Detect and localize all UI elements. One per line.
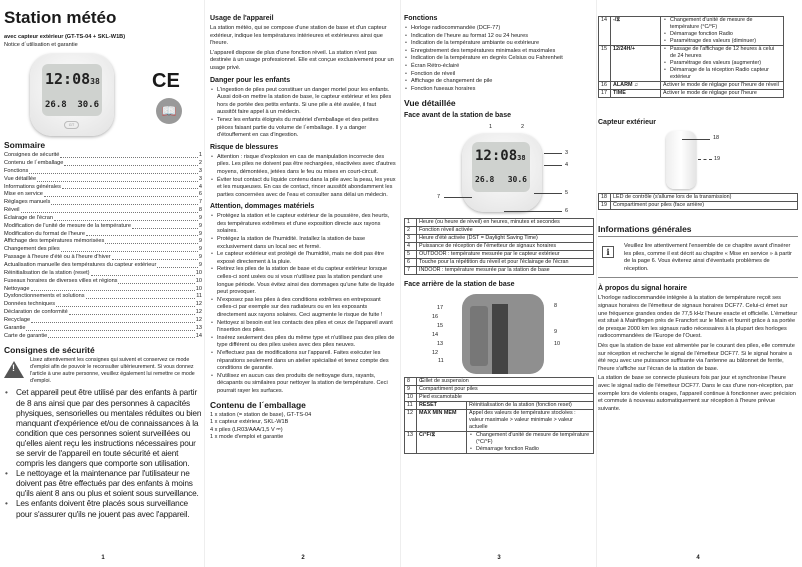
sensor-title: Capteur extérieur [598,119,656,126]
key-label: C/°F/⧖ [417,432,467,454]
toc-leader [86,293,196,299]
callout: 19 [714,156,721,162]
item-description: LED de contrôle (s'allume lors de la transmission) [611,194,798,202]
callout: 8 [554,303,558,310]
toc-page: 11 [196,293,202,300]
signal-paragraph: La station de base se connecte plusieurs fois par jour et synchronise l'heure avec le signal radio de l'émetteur DCF77. Dans le cas d'une non-réception, par exemple lors de violents orages, l'appareil continue à fonctionner avec précision et commute à nouveau automatiquement sur réception à l'heure prévue suivante. [598,375,796,412]
info-icon: i [602,246,614,258]
item-number: 5 [405,251,417,259]
contents-item: 1 x capteur extérieur, SKL-W1B [210,419,289,426]
key-bullets [663,46,781,81]
toc-page: 8 [198,207,202,214]
toc-page: 4 [198,183,202,190]
usage-paragraph: La station météo, qui se compose d'une station de base et d'un capteur extérieur, indique les températures intérieures et extérieures ainsi que l'heure. [210,25,387,47]
item-number: 18 [599,194,611,202]
key-description: Activer le mode de réglage pour l'heure [661,90,784,98]
toc-page: 3 [198,167,202,174]
list-item: • Le capteur extérieur est protégé de l'humidité, mais ne doit pas être exposé directement à la pluie. [210,251,396,266]
back-view-figure [404,291,594,377]
item-number: 14 [599,17,611,46]
list-item: • Horloge radiocommandée (DCF-77) [404,25,594,33]
toc-leader [157,262,198,268]
item-number: 19 [599,202,611,210]
item-number: 6 [405,259,417,267]
table-of-contents [4,152,202,340]
toc-entry [4,317,202,325]
signal-paragraph: Dès que la station de base est alimentée par le courant des piles, elle commute sur réception et recherche le signal de l'émetteur DCF77. Si le signal horaire a été reçu avec une puissance suffisante via l'antenne au bâtonnet de ferrite, l'heure s'affiche sur l'écran de la station de base. [598,342,795,372]
toc-leader [37,176,198,182]
page-number: 4 [696,555,700,561]
table-row [405,432,594,454]
back-legend-table [404,377,594,454]
toc-entry [4,199,202,207]
callout: 14 [432,332,439,339]
toc-label: Informations générales [4,183,61,190]
list-item: • N'utilisez en aucun cas des produits de nettoyage durs, rayants, décapants ou similaires pour nettoyer la station de température. Ceci pourrait rayer les surfaces. [210,373,396,396]
lcd-seconds: 38 [90,77,100,87]
list-item: • N'effectuez pas de modifications sur l'appareil. Faites exécuter les réparations seulement dans un atelier spécialisé et tenez compte des conditions de garantie. [210,350,396,373]
item-description: Compartiment pour piles (face arrière) [611,202,798,210]
callout: 13 [437,341,444,348]
toc-label: Affichage des températures mémorisées [4,238,105,245]
callout: 18 [713,135,720,141]
signal-paragraph: L'horloge radiocommandée intégrée à la station de température reçoit ses signaux horaires de l'émetteur de signaux horaires DCF77. Celui-ci émet sur une fréquence grandes ondes de 77,5 kHz l'heure exacte et officielle. L'émetteur est situé à Mainflingen près de Francfort sur le Main et fournit grâce à sa portée de presque 2000 km les signaux radio nécessaires à la plupart des horloges radiocommandées de l'Europe de l'Ouest. [598,295,798,340]
lcd-outdoor: 30.6 [77,100,99,111]
warning-text: Lisez attentivement les consignes qui suivent et conservez ce mode d'emploi afin de pouvoir le reconsulter ultérieurement. Si vous donnez l'article à une autre personne, veuillez également lui remettre ce mode d'emploi. [30,357,195,385]
item-number: 4 [405,243,417,251]
toc-entry [4,231,202,239]
toc-label: Dysfonctionnements et solutions [4,293,85,300]
toc-page: 9 [198,254,202,261]
front-view-figure [404,122,594,218]
toc-page: 12 [195,309,202,316]
list-item: • Tenez les enfants éloignés du matériel d'emballage et des petites pièces faisant partie du volume de l´emballage. Il y a danger d'étouffement en cas d'ingestion. [210,117,396,140]
toc-page: 6 [198,191,202,198]
page-3 [404,0,594,567]
item-description: OUTDOOR : température mesurée par le capteur extérieur [417,251,594,259]
page-divider [596,0,597,567]
lcd-seconds: 38 [517,154,526,163]
children-title: Danger pour les enfants [210,76,291,84]
toc-entry [4,254,202,262]
key-description [467,432,594,454]
page-number: 3 [497,555,501,561]
toc-entry [4,301,202,309]
lcd-time: 12:08 [45,70,91,89]
lcd-outdoor: 30.6 [507,175,527,185]
table-row [599,90,784,98]
toc-page: 13 [195,324,202,331]
toc-page: 10 [195,269,202,276]
toc-entry [4,207,202,215]
toc-leader [69,309,195,315]
list-item: • Fonction fuseaux horaires [404,86,594,94]
item-description: Compartiment pour piles [417,386,594,394]
damage-list [210,213,396,395]
toc-entry [4,309,202,317]
callout: 4 [565,162,569,169]
toc-label: Fuseaux horaires de diverses villes et régions [4,277,118,284]
table-row [405,235,594,243]
toc-entry [4,184,202,192]
toc-leader [60,152,198,158]
table-row [405,378,594,386]
table-row [405,219,594,227]
list-item: • Retirez les piles de la station de base et du capteur extérieur lorsque celles-ci sont usées ou si vous n'utilisez pas la station pendant une longue période. Vous évitez ainsi des dommages qu'une fuite de liquide peut provoquer. [210,266,396,296]
toc-page: 1 [198,152,202,159]
item-number: 13 [405,432,417,454]
damage-title: Attention, dommages matériels [210,203,315,211]
item-description: Fonction réveil activée [417,227,594,235]
item-description: Heure (ou heure de réveil) en heures, minutes et secondes [417,219,594,227]
toc-label: Nettoyage [4,285,30,292]
front-legend-table [404,218,594,275]
toc-leader [56,301,195,307]
toc-page: 10 [195,285,202,292]
toc-entry [4,215,202,223]
toc-page: 10 [195,277,202,284]
toc-label: Changement des piles [4,246,60,253]
station-back-image [462,294,544,374]
toc-leader [118,278,194,284]
front-title: Face avant de la station de base [404,112,511,120]
toc-entry [4,270,202,278]
key-bullets [469,432,591,453]
toc-label: Modification de l'unité de mesure de la température [4,222,131,229]
toc-page: 9 [198,246,202,253]
contents-list [210,412,396,442]
page-divider [204,0,205,567]
list-item: • Fonction de réveil [404,71,594,79]
item-number: 15 [599,46,611,82]
toc-title: Sommaire [4,140,46,151]
page-divider [400,0,401,567]
toc-label: Données techniques [4,301,56,308]
page-2 [210,0,396,567]
item-number: 8 [405,378,417,386]
sensor-legend-table [598,193,798,210]
page-1 [4,0,202,567]
list-item: • Protégez la station et le capteur extérieur de la poussière, des heurts, des températures extrêmes et d'une exposition directe aux rayons solaires. [210,213,396,236]
bullet: • Passage de l'affichage de 12 heures à celui de 24 heures [663,46,781,60]
bullet: • Paramétrage des valeurs (augmenter) [663,60,781,67]
functions-title: Fonctions [404,15,438,22]
key-label: 12/24H/+ [611,46,661,82]
bullet: • Paramétrage des valeurs (diminuer) [663,38,781,45]
toc-entry [4,168,202,176]
toc-page: 9 [198,238,202,245]
item-number: 1 [405,219,417,227]
toc-entry [4,325,202,333]
toc-leader [31,286,195,292]
lcd-indoor: 26.8 [475,175,495,185]
lcd-indoor: 26.8 [45,100,67,111]
toc-leader [51,199,198,205]
toc-page: 7 [198,199,202,206]
callout: 15 [437,323,444,330]
ce-mark: CE [152,70,180,92]
injury-list [210,154,396,200]
toc-label: Actualisation manuelle des températures du capteur extérieur [4,262,157,268]
toc-entry [4,293,202,301]
toc-page: 12 [195,301,202,308]
item-description: Œillet de suspension [417,378,594,386]
key-label: -/⧖ [611,17,661,46]
toc-leader [54,215,198,221]
toc-page: 9 [198,262,202,268]
table-row [405,259,594,267]
callout: 3 [565,150,569,157]
toc-entry [4,286,202,294]
item-number: 2 [405,227,417,235]
toc-leader [91,270,195,276]
table-row [405,227,594,235]
safety-list [4,387,202,518]
toc-page: 9 [198,214,202,221]
key-label: RESET [417,402,467,410]
toc-leader [48,333,195,339]
toc-entry [4,262,202,270]
table-row [405,402,594,410]
item-description: INDOOR : température mesurée par la station de base [417,267,594,275]
sensor-figure [598,129,798,193]
item-number: 10 [405,394,417,402]
toc-entry [4,160,202,168]
warning-icon: ! [4,361,24,378]
toc-entry [4,246,202,254]
key-description [661,46,784,82]
callout: 1 [489,124,493,131]
toc-leader [64,160,197,166]
item-number: 16 [599,82,611,90]
key-label: ALARM ♫ [611,82,661,90]
key-label: MAX MIN MEM [417,410,467,432]
list-item: • Écran Rétro-éclairé [404,63,594,71]
list-item: • Éviter tout contact du liquide contenu dans la pile avec la peau, les yeux et les muqueuses. En cas de contact, rincer aussitôt abondamment les parties concernées avec de l'eau et consulter sans délai un médecin. [210,177,396,200]
toc-entry [4,191,202,199]
toc-page: 14 [195,332,202,339]
toc-leader [86,231,198,237]
document-title: Station météo [4,8,117,27]
item-number: 9 [405,386,417,394]
bullet: • Changement d'unité de mesure de température (°C/°F) [663,17,781,31]
toc-entry [4,238,202,246]
station-front-image [462,134,542,212]
safety-warning [4,357,202,385]
key-description: Activer le mode de réglage pour l'heure de réveil [661,82,784,90]
table-row [405,410,594,432]
toc-leader [29,168,198,174]
table-row [599,46,784,82]
key-description: Appel des valeurs de température stockées : valeur maximale > valeur minimale > valeur actuelle [467,410,594,432]
list-item: • Indication de la température en degrés Celsius ou Fahrenheit [404,55,594,63]
toc-label: Contenu de l´emballage [4,160,64,167]
toc-label: Consignes de sécurité [4,152,60,159]
toc-label: Réveil [4,207,20,214]
table-row [405,394,594,402]
table-row [405,243,594,251]
toc-leader [31,317,195,323]
item-number: 7 [405,267,417,275]
safety-item: • Le nettoyage et la maintenance par l'utilisateur ne doivent pas être effectués par des enfants à moins qu'ils aient 8 ans ou plus et soient sous surveillance. [4,468,202,498]
contents-title: Contenu de l´emballage [210,399,306,410]
item-number: 12 [405,410,417,432]
children-list [210,87,396,140]
toc-label: Réglages manuels [4,199,51,206]
toc-entry [4,176,202,184]
document-subtitle: avec capteur extérieur (GT-TS-04 + SKL-W1B) [4,34,126,40]
toc-label: Réinitialisation de la station (reset) [4,269,90,276]
table-row [599,82,784,90]
key-bullets [663,17,781,45]
key-description [661,17,784,46]
item-number: 3 [405,235,417,243]
item-description: Heure d'été activée (DST = Daylight Saving Time) [417,235,594,243]
callout: 6 [565,208,569,215]
injury-title: Risque de blessures [210,143,279,151]
safety-title: Consignes de sécurité [4,345,95,356]
general-title: Informations générales [598,224,692,234]
toc-entry [4,223,202,231]
toc-label: Garantie [4,324,26,331]
toc-page: 9 [198,222,202,229]
bullet: • Démarrage fonction Radio [469,446,591,453]
callout: 7 [437,194,441,201]
callout: 11 [438,358,444,365]
toc-leader [105,238,198,244]
toc-label: Passage à l'heure d'été ou à l'heure d'hiver [4,254,111,261]
usage-paragraph: L'appareil dispose de plus d'une fonction réveil. La station n'est pas destinée à un usage professionnel. Elle est conçue exclusivement pour un usage privé. [210,49,394,71]
back-title: Face arrière de la station de base [404,281,515,289]
list-item: • Protégez la station de l'humidité. Installez la station de base exclusivement dans un local sec et fermé. [210,236,396,251]
functions-list [404,25,594,93]
weather-station-image [30,54,114,136]
callout: 17 [437,305,444,312]
toc-page: 3 [198,175,202,182]
safety-item: • Les enfants doivent être placés sous surveillance pour s'assurer qu'ils ne jouent pas avec l'appareil. [4,498,202,518]
list-item: • Enregistrement des températures minimales et maximales [404,48,594,56]
lcd-time: 12:08 [475,148,518,165]
contents-item: 1 x station (= station de base), GT-TS-04 [210,411,312,418]
item-description: Pied escamotable [417,394,594,402]
toc-leader [26,325,194,331]
toc-leader [62,184,198,190]
bullet: • Démarrage de la réception Radio capteur extérieur [663,67,781,81]
toc-label: Fonctions [4,167,29,174]
toc-page: 2 [198,160,202,167]
list-item: • N'exposez pas les piles à des conditions extrêmes en entreposant celles-ci par exemple sur des radiateurs ou en les exposants directement aux rayons solaires. Ceci augmente le risque de fuite ! [210,297,396,320]
general-info-text: Veuillez lire attentivement l'ensemble de ce chapitre avant d'insérer les piles, comme il est décrit au chapitre « Mise en service » à partir de la page 6. Vous éviterez ainsi d'éventuels problèmes de réception. [624,243,792,272]
toc-label: Mise en service [4,191,43,198]
detail-title: Vue détaillée [404,98,456,109]
toc-entry [4,333,202,341]
toc-label: Modification du format de l'heure [4,230,85,237]
callout: 2 [521,124,525,131]
general-info-box [598,236,798,278]
document-notice: Notice d´utilisation et garantie [4,41,78,48]
read-manual-icon: 📖 [156,98,182,124]
page-number: 1 [101,555,105,561]
list-item: • Nettoyez si besoin est les contacts des piles et ceux de l'appareil avant l'insertion des piles. [210,320,396,335]
safety-item: • Cet appareil peut être utilisé par des enfants à partir de 8 ans ainsi que par des personnes à capacités physiques, sensorielles ou mentales réduites ou bien manquant d'expérience et/ou de connaissances à la condition que ces personnes soient surveillées ou qu'elles aient reçu les instructions nécessaires pour se servir de l'appareil en toute sécurité et aient compris les dangers que comporte son utilisation. [4,387,202,468]
key-description: Réinitialisation de la station (fonction reset) [467,402,594,410]
toc-leader [61,246,198,252]
item-description: Touche pour la répétition du réveil et pour l'éclairage de l'écran [417,259,594,267]
toc-entry [4,278,202,286]
toc-label: Recyclage [4,316,31,323]
list-item: • Attention : risque d'explosion en cas de manipulation incorrecte des piles. Les piles ne doivent pas être rechargées, réactivées avec d'autres moyens, démontées, jetées dans le feu ou mises en court-circuit. [210,154,396,177]
toc-leader [44,191,198,197]
table-row [405,267,594,275]
contents-item: 1 x mode d'emploi et garantie [210,434,284,441]
callout: 5 [565,190,569,197]
toc-label: Déclaration de conformité [4,309,68,316]
page-number: 2 [301,555,305,561]
callout: 16 [432,314,439,321]
table-row [405,386,594,394]
signal-title: À propos du signal horaire [598,285,688,293]
callout: 12 [432,350,439,357]
toc-leader [112,254,198,260]
callout: 10 [554,341,561,348]
toc-leader [132,223,198,229]
list-item: • Insérez seulement des piles du même type et n'utilisez pas des piles de type différent ou des piles usées avec des piles neuves. [210,335,396,350]
list-item: • Indication de la température ambiante ou extérieure [404,40,594,48]
keys-table [598,16,784,98]
item-number: 11 [405,402,417,410]
item-number: 17 [599,90,611,98]
snooze-button: GT [64,121,79,129]
toc-label: Carte de garantie [4,332,48,339]
contents-item: 4 x piles (LR03/AAA/1,5 V ⎓) [210,426,283,433]
table-row [599,17,784,46]
bullet: • Changement d'unité de mesure de température (°C/°F) [469,432,591,446]
toc-leader [21,207,198,213]
callout: 9 [554,329,558,336]
list-item: • L'ingestion de piles peut constituer un danger mortel pour les enfants. Aussi doit-on mettre la station de base, le capteur extérieur et les piles hors de portée des petits enfants. Si une pile a été avalée, il faut aussitôt faire appel à un médecin. [210,87,396,117]
table-row [599,194,798,202]
toc-page: 9 [198,230,202,237]
toc-label: Vue détaillée [4,175,37,182]
list-item: • Affichage de changement de pile [404,78,594,86]
key-label: TIME [611,90,661,98]
page-4 [598,0,798,567]
bullet: • Démarrage fonction Radio [663,31,781,38]
toc-label: Éclairage de l'écran [4,214,53,221]
toc-page: 12 [195,316,202,323]
usage-title: Usage de l'appareil [210,15,274,22]
table-row [405,251,594,259]
toc-entry [4,152,202,160]
list-item: • Indication de l'heure au format 12 ou 24 heures [404,33,594,41]
table-row [599,202,798,210]
item-description: Puissance de réception de l'émetteur de signaux horaires [417,243,594,251]
